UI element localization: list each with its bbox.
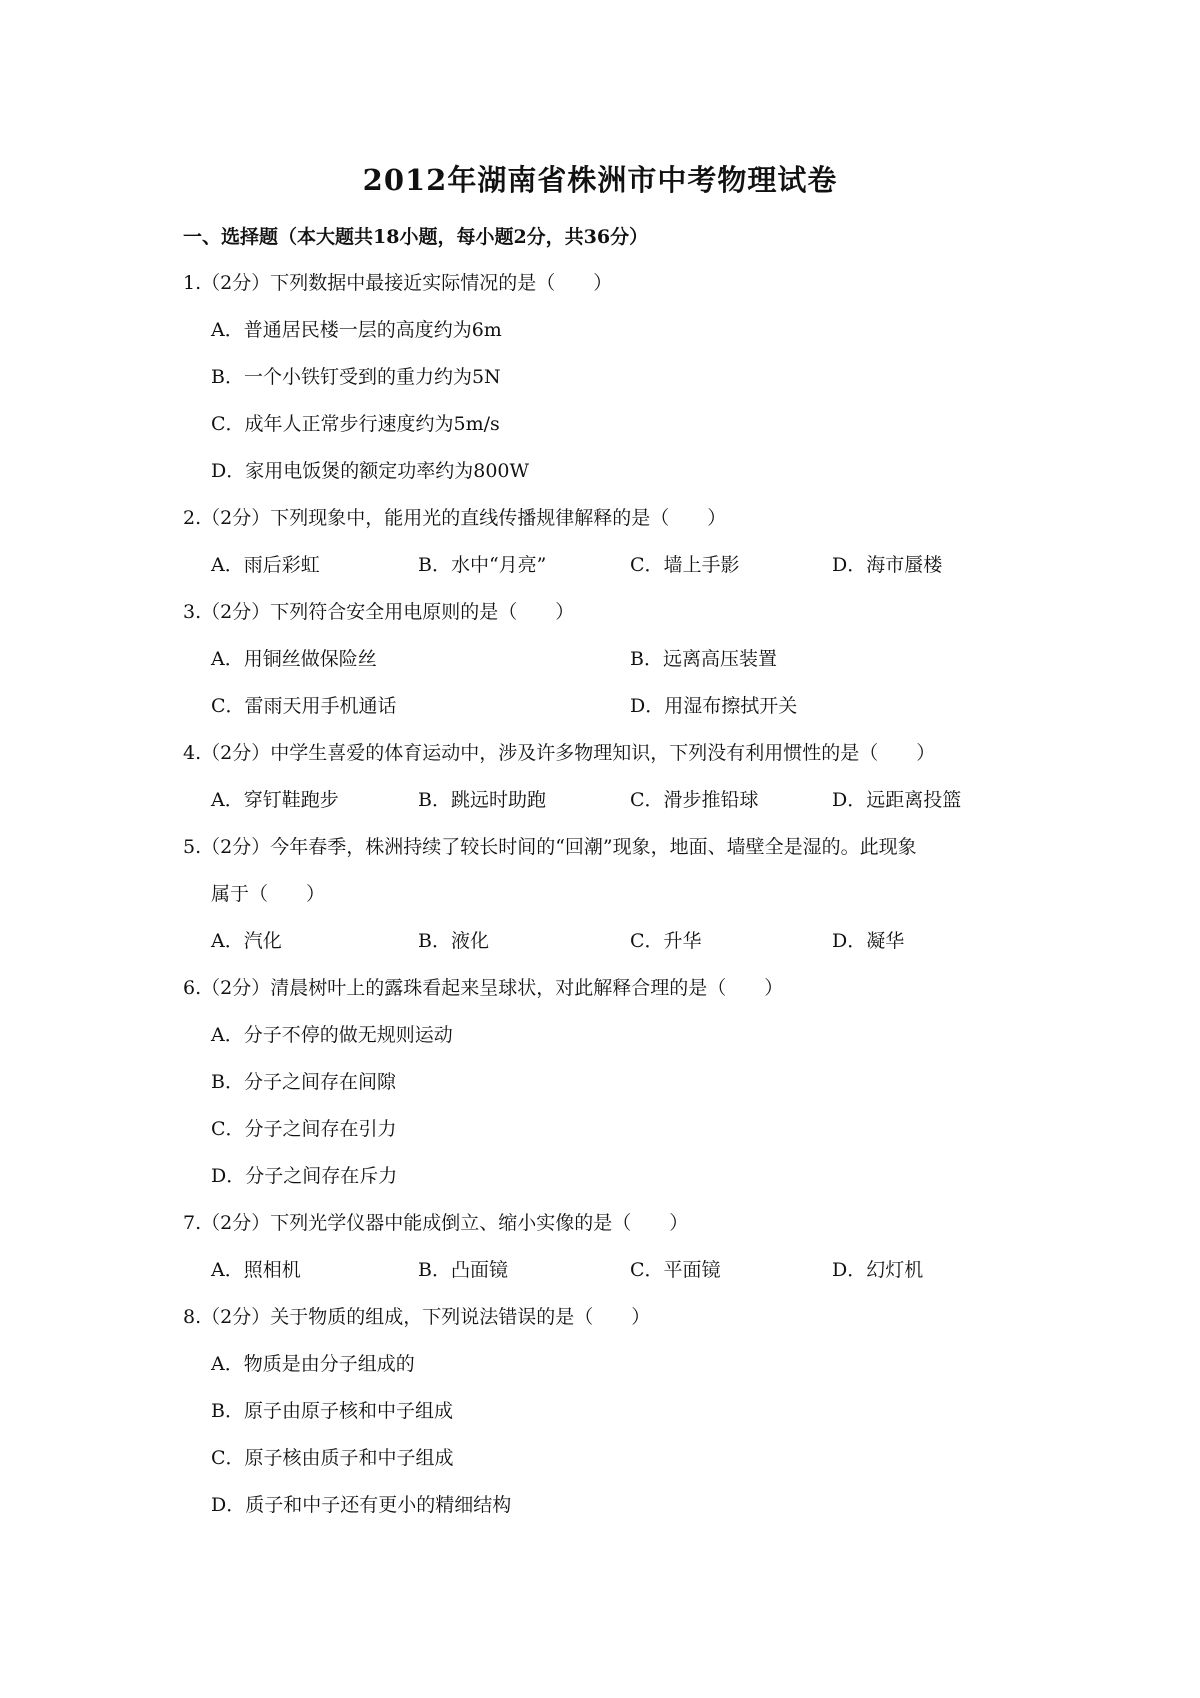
q3-option-d: D．用湿布擦拭开关 [630, 695, 798, 717]
q1-option-a: A．普通居民楼一层的高度约为6m [211, 319, 502, 341]
question-5-continuation: 属于（ ） [211, 883, 326, 905]
question-3: 3.（2分）下列符合安全用电原则的是（ ） [183, 601, 575, 623]
question-4: 4.（2分）中学生喜爱的体育运动中，涉及许多物理知识，下列没有利用惯性的是（ ） [183, 742, 936, 764]
q6-option-d: D．分子之间存在斥力 [211, 1165, 398, 1187]
q8-option-b: B．原子由原子核和中子组成 [211, 1400, 453, 1422]
q7-option-d: D．幻灯机 [832, 1259, 924, 1281]
question-7: 7.（2分）下列光学仪器中能成倒立、缩小实像的是（ ） [183, 1212, 689, 1234]
q3-option-b: B．远离高压装置 [630, 648, 777, 670]
q6-option-a: A．分子不停的做无规则运动 [211, 1024, 453, 1046]
q2-option-c: C．墙上手影 [630, 554, 740, 576]
q3-option-c: C．雷雨天用手机通话 [211, 695, 397, 717]
q6-option-b: B．分子之间存在间隙 [211, 1071, 396, 1093]
q1-option-b: B．一个小铁钉受到的重力约为5N [211, 366, 501, 388]
q5-option-d: D．凝华 [832, 930, 905, 952]
q7-option-c: C．平面镜 [630, 1259, 721, 1281]
question-5: 5.（2分）今年春季，株洲持续了较长时间的“回潮”现象，地面、墙壁全是湿的。此现象 [183, 836, 917, 858]
q3-option-a: A．用铜丝做保险丝 [211, 648, 377, 670]
q4-option-d: D．远距离投篮 [832, 789, 962, 811]
q2-option-a: A．雨后彩虹 [211, 554, 320, 576]
q4-option-a: A．穿钉鞋跑步 [211, 789, 339, 811]
question-1: 1.（2分）下列数据中最接近实际情况的是（ ） [183, 272, 613, 294]
q1-option-c: C．成年人正常步行速度约为5m/s [211, 413, 500, 435]
page-title: 2012年湖南省株洲市中考物理试卷 [362, 163, 838, 197]
q5-option-b: B．液化 [418, 930, 489, 952]
q5-option-c: C．升华 [630, 930, 702, 952]
q4-option-b: B．跳远时助跑 [418, 789, 546, 811]
q8-option-c: C．原子核由质子和中子组成 [211, 1447, 454, 1469]
question-2: 2.（2分）下列现象中，能用光的直线传播规律解释的是（ ） [183, 507, 727, 529]
q8-option-a: A．物质是由分子组成的 [211, 1353, 415, 1375]
question-6: 6.（2分）清晨树叶上的露珠看起来呈球状，对此解释合理的是（ ） [183, 977, 784, 999]
q8-option-d: D．质子和中子还有更小的精细结构 [211, 1494, 512, 1516]
q7-option-b: B．凸面镜 [418, 1259, 508, 1281]
q6-option-c: C．分子之间存在引力 [211, 1118, 397, 1140]
q7-option-a: A．照相机 [211, 1259, 301, 1281]
q2-option-d: D．海市蜃楼 [832, 554, 943, 576]
question-8: 8.（2分）关于物质的组成，下列说法错误的是（ ） [183, 1306, 651, 1328]
q4-option-c: C．滑步推铅球 [630, 789, 759, 811]
section-heading: 一、选择题（本大题共18小题，每小题2分，共36分） [183, 226, 649, 248]
q1-option-d: D．家用电饭煲的额定功率约为800W [211, 460, 530, 482]
q5-option-a: A．汽化 [211, 930, 282, 952]
q2-option-b: B．水中“月亮” [418, 554, 547, 576]
